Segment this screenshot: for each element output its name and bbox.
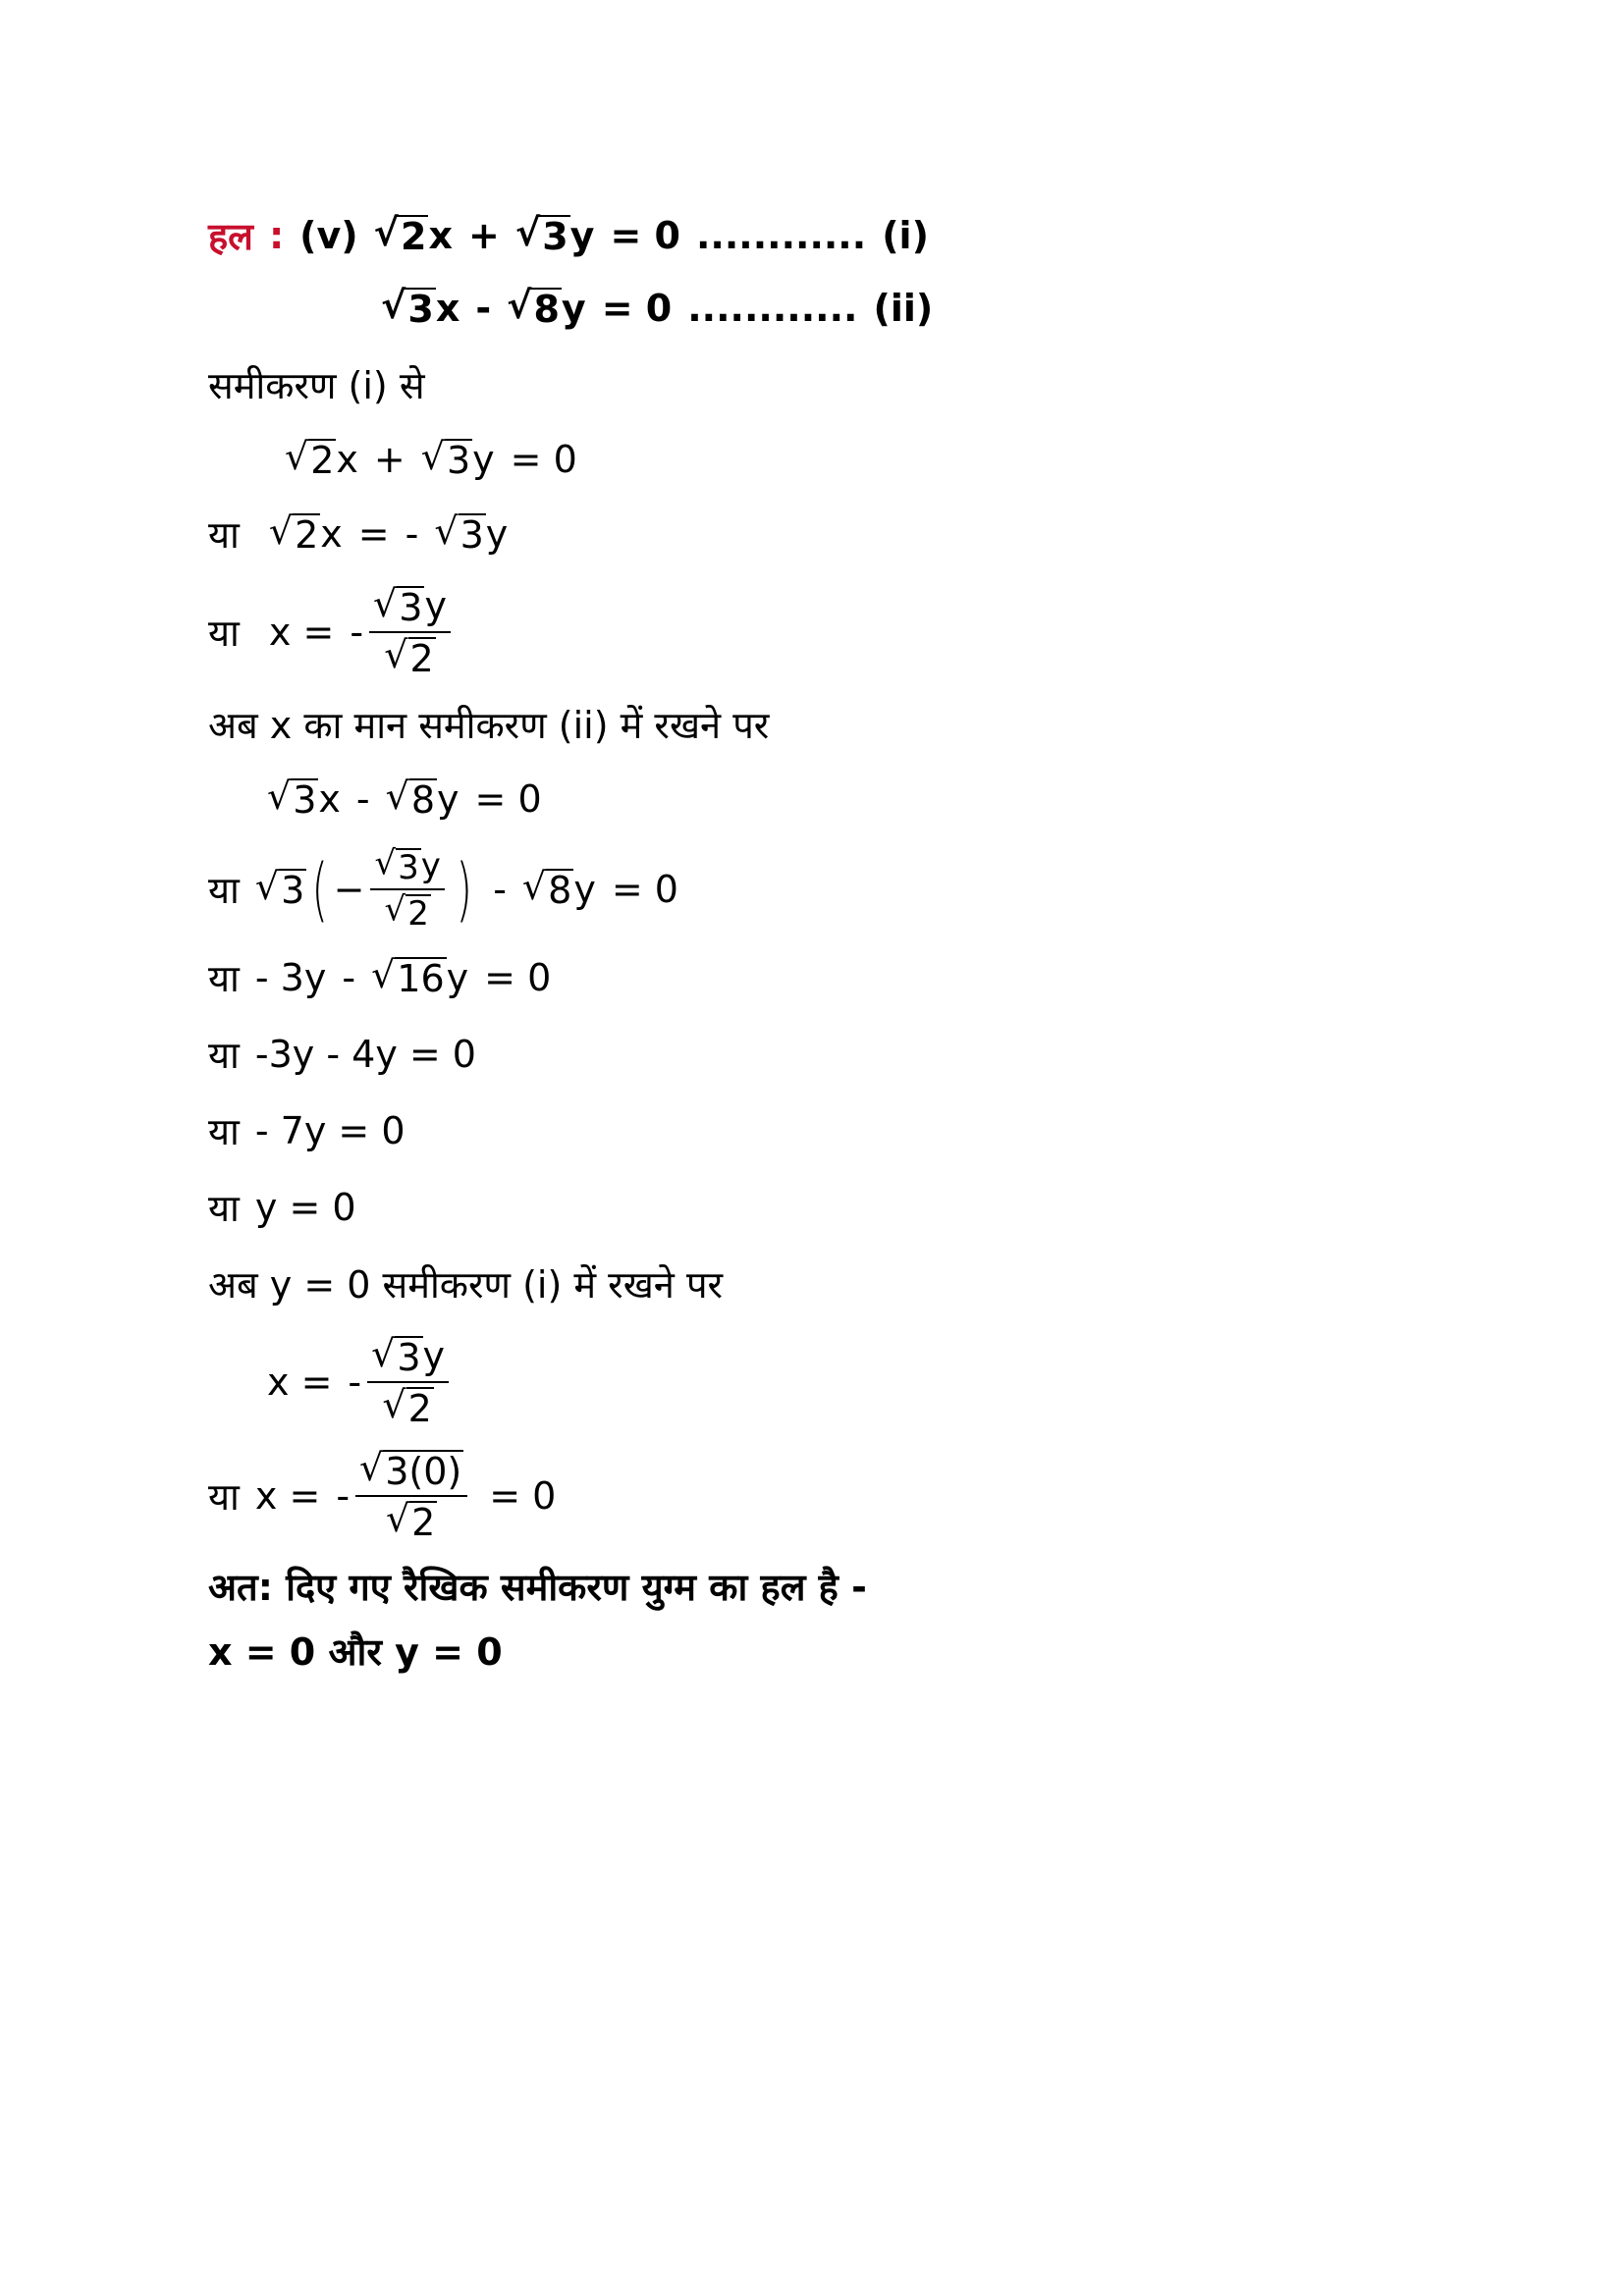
step-x-expression: x = - √ 3 y √ 2 (267, 1335, 455, 1429)
equation-tag-i: (i) (882, 214, 929, 257)
step-from-eq1: समीकरण (i) से (208, 364, 425, 407)
ya-word: या (208, 612, 240, 655)
minus-sign: - (475, 287, 492, 330)
ya-word: या (208, 1187, 240, 1230)
sqrt-8: √ 8 (507, 283, 560, 332)
ya-word: या (208, 1110, 240, 1153)
equation-ii-line (381, 279, 933, 338)
ya-word: या (208, 513, 240, 557)
step-simplify: या - 3y - √ 16 y = 0 (208, 948, 551, 1007)
step-eq2-restated: √ 3 x - √ 8 y = 0 (267, 774, 542, 823)
sqrt-3: √ 3 (514, 210, 568, 259)
step-x-zero: या x = - √ 3(0) √ 2 = 0 (208, 1445, 557, 1545)
leader-dots: ............ (687, 287, 858, 330)
solution-colon: : (268, 214, 285, 257)
leader-dots: ............ (695, 214, 867, 257)
solution-heading-line (208, 206, 929, 265)
step-substitute-y: अब y = 0 समीकरण (i) में रखने पर (208, 1263, 724, 1307)
var-x: x (435, 287, 460, 330)
solution-label: हल (208, 215, 253, 258)
step-substitute-x: अब x का मान समीकरण (ii) में रखने पर (208, 704, 770, 747)
sqrt-3: √ 3 (381, 283, 434, 332)
ya-word: या (208, 957, 240, 1000)
sqrt-3: √ 3 (434, 508, 484, 558)
step-7y: या - 7y = 0 (208, 1101, 406, 1160)
equation-tag-ii: (ii) (873, 287, 934, 330)
plus-sign: + (468, 214, 500, 257)
var-y: y (561, 287, 586, 330)
fraction-root3y-over-root2: √ 3 y √ 2 (369, 584, 451, 680)
step-substituted: या √ 3 ( − √ 3 y √ 2 ) - √ 8 y = 0 (208, 843, 678, 934)
sqrt-2: √ 2 (373, 210, 427, 259)
step-x-fraction: या x = - √ 3 y √ 2 (208, 585, 457, 679)
equals-zero: = 0 (610, 214, 680, 257)
equals-zero: = 0 (601, 287, 673, 330)
step-combine: या -3y - 4y = 0 (208, 1025, 476, 1084)
conclusion-text: अत: दिए गए रैखिक समीकरण युग्म का हल है - (208, 1566, 867, 1609)
var-y: y (569, 214, 595, 257)
sqrt-2: √ 2 (285, 434, 335, 483)
sqrt-3: √ 3 (420, 434, 471, 483)
part-label: (v) (299, 214, 358, 257)
step-isolate-x: या √ 2 x = - √ 3 y (208, 505, 508, 563)
ya-word: या (208, 1475, 240, 1519)
step-eq1-restated: √ 2 x + √ 3 y = 0 (285, 434, 577, 483)
ya-word: या (208, 869, 240, 912)
step-y-zero: या y = 0 (208, 1178, 356, 1237)
var-x: x (428, 214, 453, 257)
sqrt-2: √ 2 (268, 508, 319, 558)
ya-word: या (208, 1034, 240, 1077)
final-answer: x = 0 और y = 0 (208, 1630, 503, 1674)
